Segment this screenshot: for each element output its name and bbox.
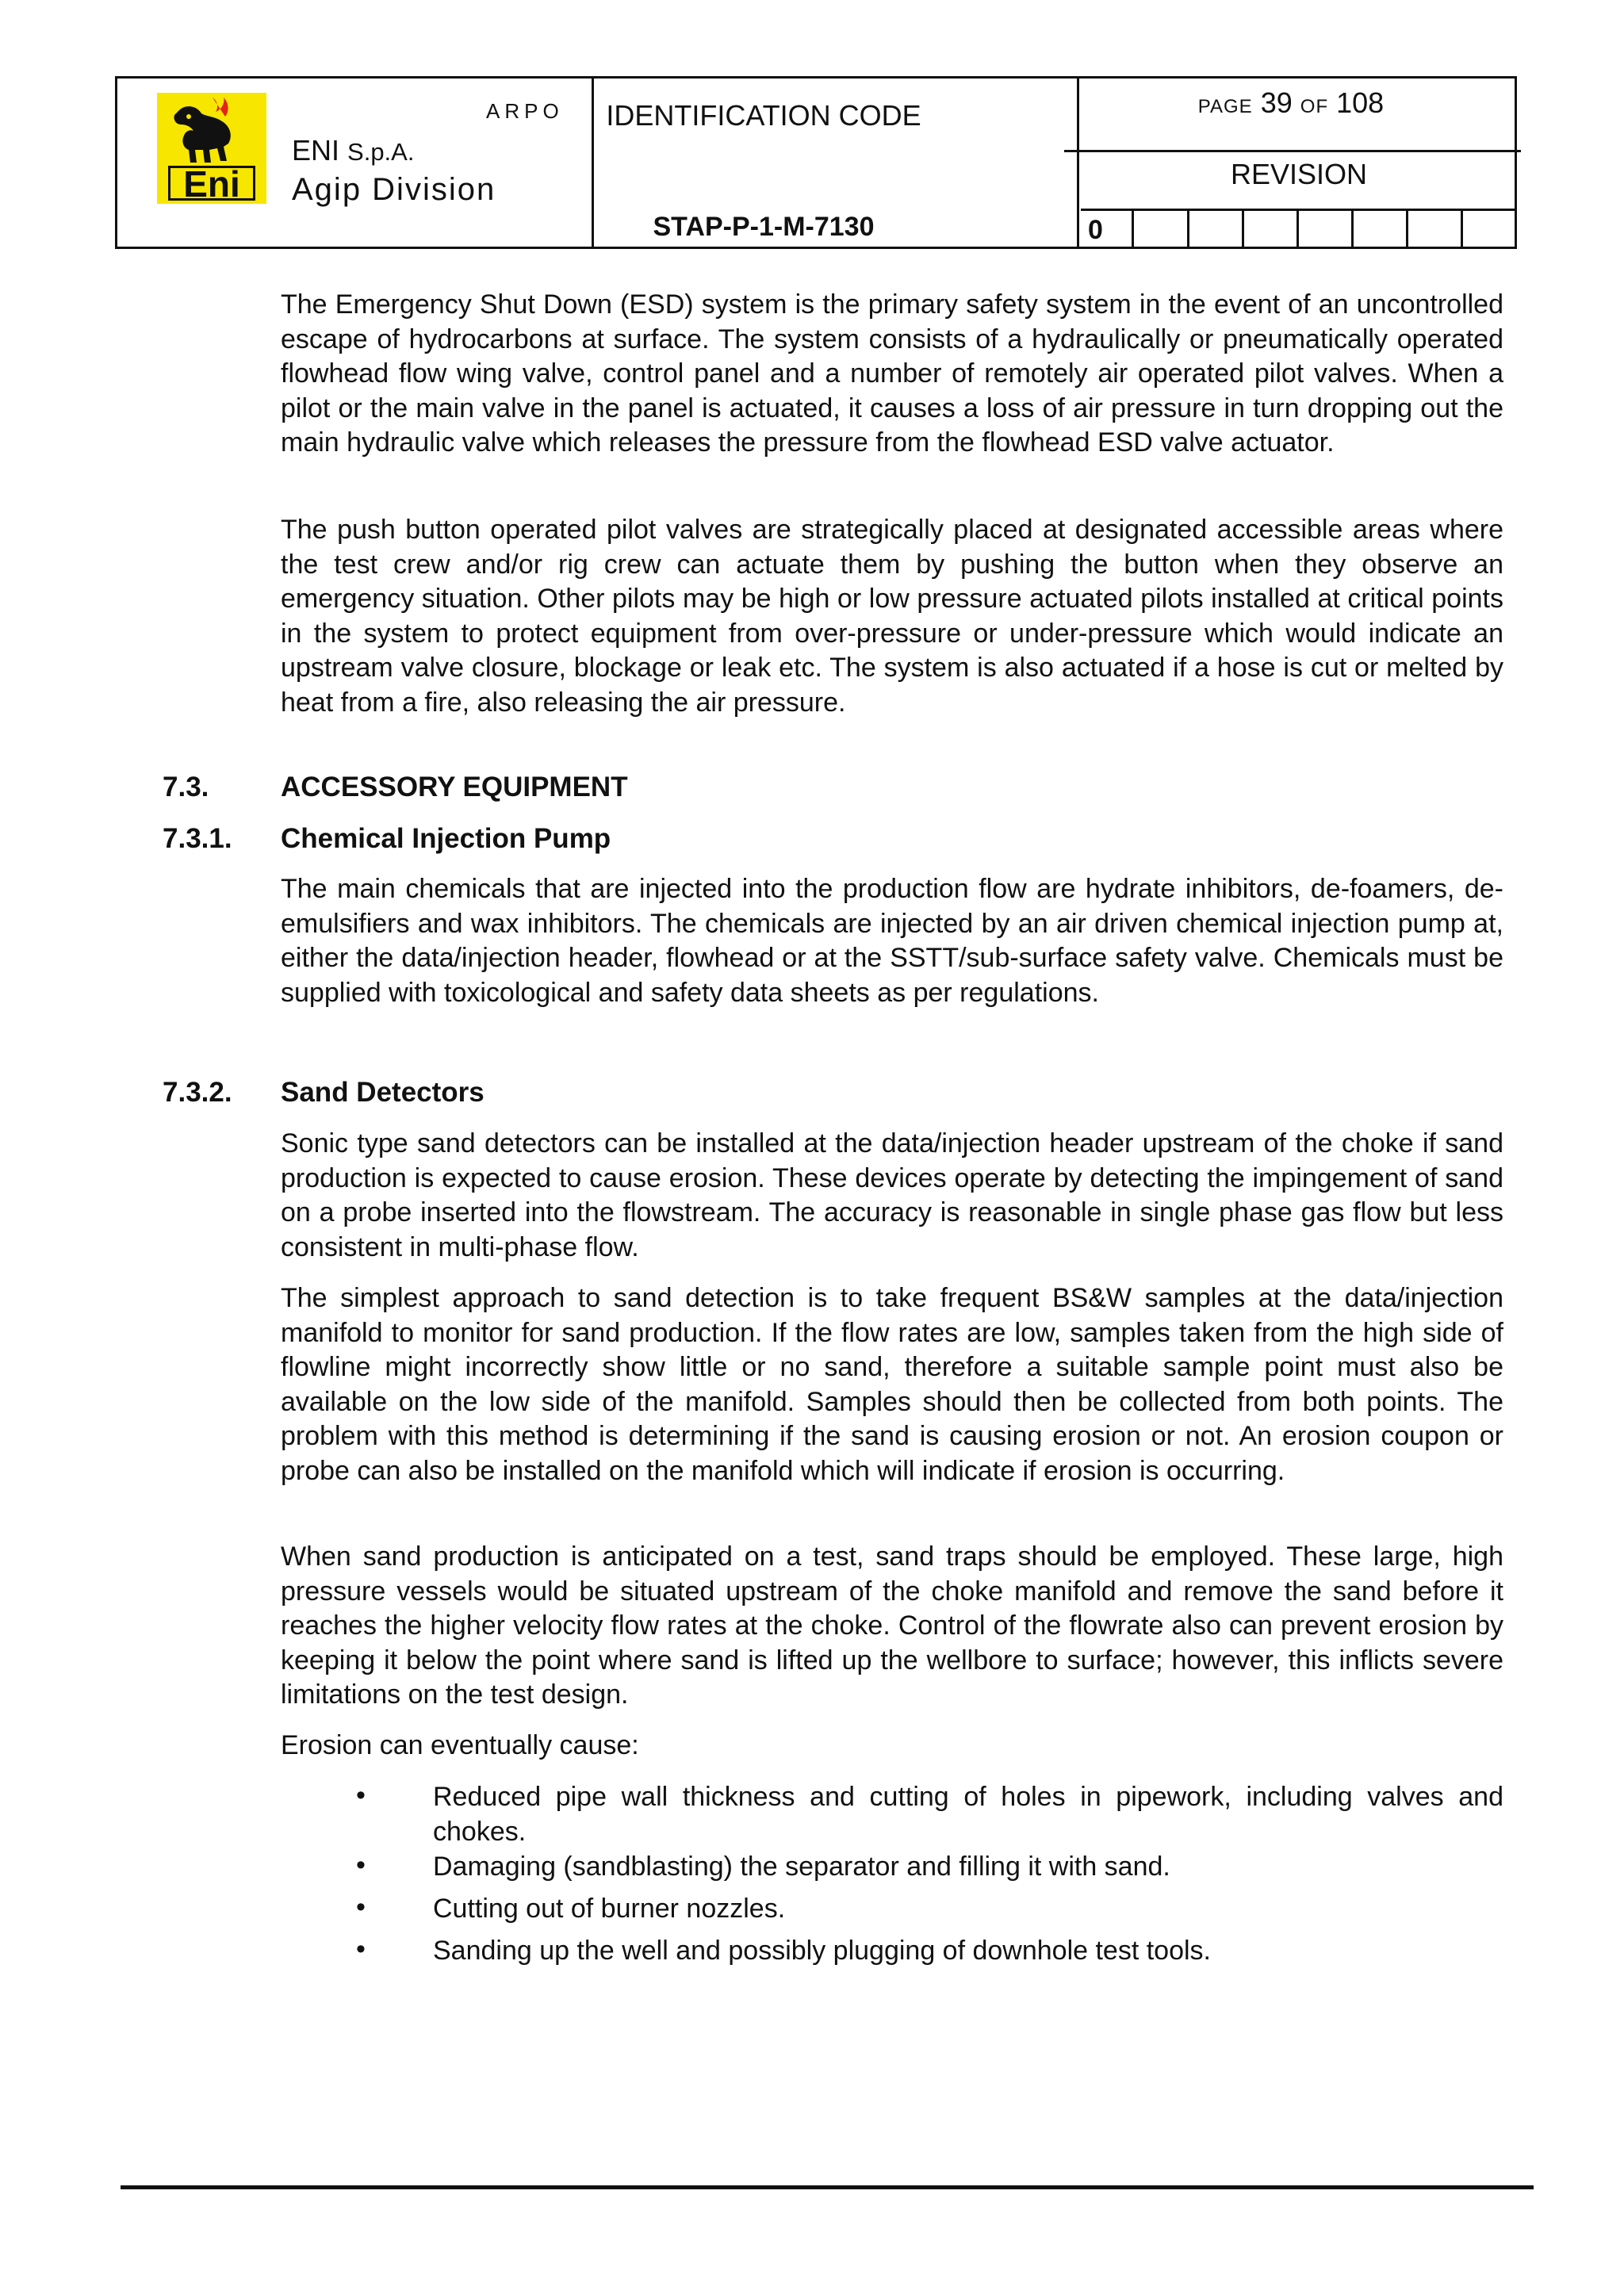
subsection-number: 7.3.2. <box>163 1077 232 1108</box>
list-item: Reduced pipe wall thickness and cutting of holes in pipework, including valves and chokes. <box>433 1782 1503 1847</box>
division-name: Agip Division <box>292 172 496 207</box>
list-item: Cutting out of burner nozzles. <box>433 1894 786 1924</box>
eni-logo <box>157 93 266 204</box>
paragraph-chemical-injection: The main chemicals that are injected into the production flow are hydrate inhibitors, de-foamers, de-emulsifiers and wax inhibitors. The chemicals are injected by an air driven chemical injection pump at, either the data/injection header, flowhead or at the SSTT/sub-surface safety valve. Chemicals must be supplied with toxicological and safety data sheets as per regulations. <box>281 874 1503 1008</box>
paragraph-pilot-valves: The push button operated pilot valves are strategically placed at designated accessible areas where the test crew and/or rig crew can actuate them by pushing the button when they observe an emergency situation. Other pilots may be high or low pressure actuated pilots installed at critical points in the system to protect equipment from over-pressure or under-pressure which would indicate an upstream valve closure, blockage or leak etc. The system is also actuated if a hose is cut or melted by heat from a fire, also releasing the air pressure. <box>281 515 1503 718</box>
bullet-icon: • <box>356 1780 366 1810</box>
footer-rule <box>121 2185 1534 2189</box>
paragraph-erosion-intro: Erosion can eventually cause: <box>281 1730 639 1760</box>
list-item: Damaging (sandblasting) the separator and filling it with sand. <box>433 1852 1170 1882</box>
section-number: 7.3. <box>163 772 209 802</box>
page-indicator <box>1077 86 1505 120</box>
bullet-icon: • <box>356 1892 366 1922</box>
paragraph-sand-traps: When sand production is anticipated on a test, sand traps should be employed. These large, high pressure vessels would be situated upstream of the choke manifold and remove the sand before it reaches the higher velocity flow rates at the choke. Control of the flowrate also can prevent erosion by keeping it below the point where sand is lifted up the wellbore to surface; however, this inflicts severe limitations on the test design. <box>281 1541 1503 1710</box>
revision-cell <box>1244 210 1299 249</box>
revision-cell <box>1408 210 1463 249</box>
revision-cell <box>1299 210 1354 249</box>
paragraph-sand-detection: The simplest approach to sand detection is to take frequent BS&W samples at the data/injection manifold to monitor for sand production. If the flow rates are low, samples taken from the high side of flowline might incorrectly show little or no sand, therefore a suitable sample point must also be available on the low side of the manifold. Samples should then be collected from both points. The problem with this method is determining if the sand is causing erosion or not. An erosion coupon or probe can also be installed on the manifold which will indicate if erosion is occurring. <box>281 1283 1503 1486</box>
subsection-title: Chemical Injection Pump <box>281 823 611 854</box>
subsection-number: 7.3.1. <box>163 823 232 854</box>
page-prefix: PAGE <box>1197 96 1253 117</box>
bullet-icon: • <box>356 1934 366 1964</box>
page-of: OF <box>1300 96 1329 117</box>
revision-label: REVISION <box>1230 158 1368 190</box>
document-header <box>115 76 1517 249</box>
revision-value: 0 <box>1078 210 1134 249</box>
paragraph-sonic-detectors: Sonic type sand detectors can be installed at the data/injection header upstream of the choke if sand production is expected to cause erosion. These devices operate by detecting the impingement of sand on a probe inserted into the flowstream. The accuracy is reasonable in single phase gas flow but less consistent in multi-phase flow. <box>281 1128 1503 1262</box>
arpo-label: ARPO <box>486 99 564 123</box>
section-title: ACCESSORY EQUIPMENT <box>281 772 628 802</box>
header-rule <box>1064 150 1521 152</box>
page-number: 39 <box>1260 86 1293 119</box>
paragraph-esd-system: The Emergency Shut Down (ESD) system is the primary safety system in the event of an uncontrolled escape of hydrocarbons at surface. The system consists of a hydraulically or pneumatically operated flowhead flow wing valve, control panel and a number of remotely air operated pilot valves. When a pilot or the main valve in the panel is actuated, it causes a loss of air pressure in turn dropping out the main hydraulic valve which releases the pressure from the flowhead ESD valve actuator. <box>281 289 1503 458</box>
company-suffix: S.p.A. <box>347 138 415 166</box>
subsection-title: Sand Detectors <box>281 1077 485 1108</box>
page-total: 108 <box>1336 86 1385 119</box>
revision-cell <box>1354 210 1408 249</box>
identification-code-value: STAP-P-1-M-7130 <box>653 212 875 242</box>
company-name-main: ENI <box>292 134 340 167</box>
logo-wordmark: Eni <box>183 163 240 205</box>
revision-cell <box>1189 210 1244 249</box>
revision-cell <box>1134 210 1189 249</box>
list-item: Sanding up the well and possibly plugging of downhole test tools. <box>433 1936 1212 1966</box>
identification-code-label: IDENTIFICATION CODE <box>606 99 921 132</box>
company-name <box>292 134 414 167</box>
bullet-icon: • <box>356 1850 366 1880</box>
